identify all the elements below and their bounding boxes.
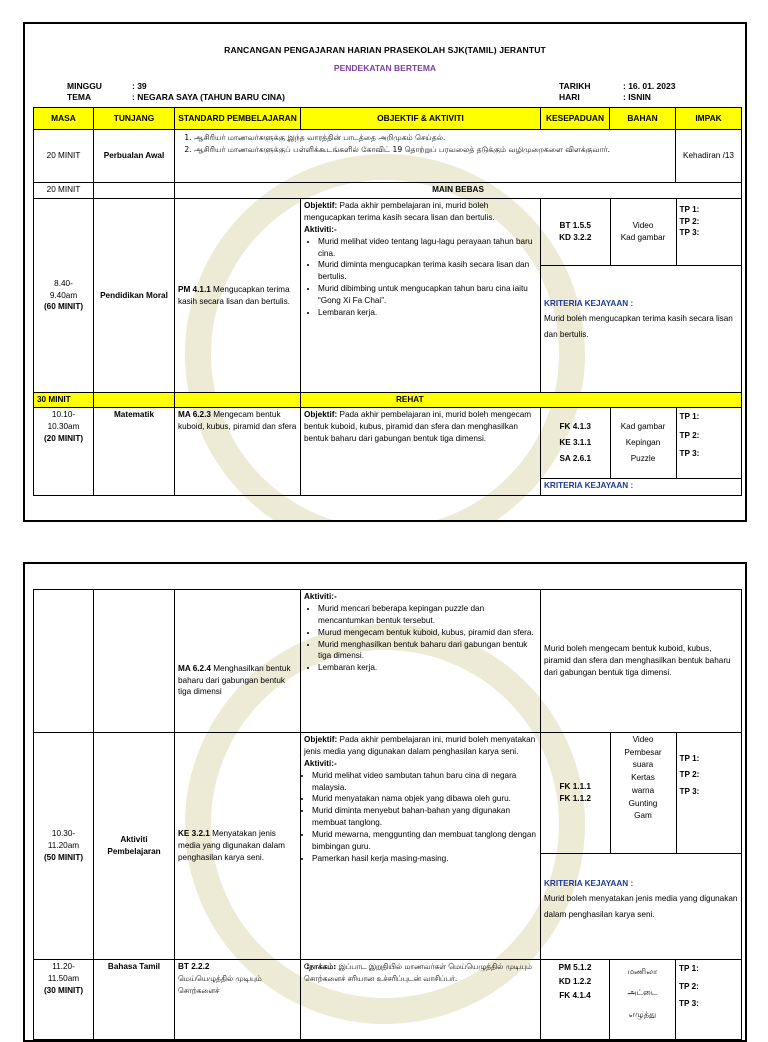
objektif-label: நோக்கம்: [304,962,337,971]
document-title: RANCANGAN PENGAJARAN HARIAN PRASEKOLAH SJK(TAMIL) JERANTUT [224,45,546,55]
bahan-item: அட்டை [627,987,658,998]
kesepaduan-code: BT 1.5.5 [559,220,591,230]
standard-cell [175,393,301,408]
tp-level: TP 2: [679,216,700,226]
tp-level: TP 3: [679,448,700,458]
kesepaduan-code: KD 3.2.2 [559,232,592,242]
standard-cell [175,199,301,393]
list-item: 1. ஆசிரியர் மாணவர்களுக்கு இந்த வாரத்தின் பாடத்தை அறிமுகம் செய்தல். [194,132,672,143]
activity-cell: MAIN BEBAS [175,183,742,199]
masa-start: 11.20- [52,962,75,971]
table-row-main-bebas [34,183,742,199]
sp-code: MA 6.2.4 [178,663,211,673]
masa-cell [34,408,94,496]
sp-text: மெய்யெழுத்தில் முடியும் சொற்களைச் [178,973,262,995]
table-row-matematik [34,408,742,496]
bahan-item: Puzzle [630,453,656,463]
list-item: • Lembaran kerja. [318,662,537,674]
bahan-item: மணிலா [627,966,658,976]
bahan-item: Pembesar [624,747,662,757]
tp-level: TP 2: [679,981,699,991]
kesepaduan-bahan-impak-cell [541,408,742,496]
kriteria-label: KRITERIA KEJAYAAN : [544,480,634,490]
objektif-cell [301,590,541,733]
kriteria-cell: Murid boleh mengecam bentuk kuboid, kubus, piramid dan sfera dan menghasilkan bentuk baharu dari gabungan bentuk tiga dimensi. [541,590,742,733]
masa-end: 11.20am [47,841,80,851]
tp-level: TP 1: [679,754,700,763]
table-header-row [34,108,742,130]
masa-duration: (20 MINIT) [43,433,84,443]
tp-level: TP 1: [679,964,699,973]
tp-level: TP 3: [679,786,700,796]
sp-code: BT 2.2.2 [178,962,210,971]
impak-cell [676,408,742,478]
bahan-item: warna [631,785,655,795]
aktiviti-label: Aktiviti:- [304,758,337,768]
col-header-masa: MASA [34,108,94,130]
bahan-item: Kepingan [625,437,661,447]
document-page-2 [23,562,747,1042]
objektif-text: இப்பாட இறுதியில் மாணவர்கள் மெய்யெழுத்தில் முடியும் சொற்களைச் சரியான உச்சரிப்புடன் வாசிப்பர். [304,962,532,983]
objektif-text: Pada akhir pembelajaran ini, murid boleh mengecam bentuk kuboid, kubus, piramid dan sfera dan menghasilkan bentuk baharu dari gabungan bentuk tiga dimensi. [304,410,532,443]
tunjang-cell: Perbualan Awal [94,130,175,183]
tp-level: TP 3: [679,228,700,238]
tp-level: TP 1: [679,205,700,214]
bahan-item: Video [632,220,654,230]
kriteria-text: Murid boleh mengucapkan terima kasih secara lisan dan bertulis. [544,314,733,339]
document-page-1 [23,22,747,522]
kriteria-cell [541,265,742,346]
kesepaduan-cell [541,733,610,853]
sp-code: KE 3.2.1 [178,829,210,839]
list-item: • Murid melihat video tentang lagu-lagu perayaan tahun baru cina. [318,236,537,260]
sp-code: MA 6.2.3 [178,410,211,419]
kriteria-cell [541,853,742,928]
kesepaduan-code: KD 1.2.2 [558,976,592,986]
list-item: • Murud mengecam bentuk kuboid, kubus, piramid dan sfera. [318,627,537,639]
kesepaduan-cell [541,199,610,265]
masa-cell [34,199,94,393]
tema-label: TEMA [67,92,92,102]
bahan-item: Kertas [631,773,655,783]
tunjang-cell [94,393,175,408]
kriteria-label: KRITERIA KEJAYAAN : [544,878,634,888]
kesepaduan-bahan-impak-cell [541,199,742,393]
list-item: • Lembaran kerja. [318,307,537,319]
table-row-rehat [34,393,742,408]
masa-cell: 20 MINIT [34,130,94,183]
list-item: • Murid dibimbing untuk mengucapkan tahun baru cina iaitu “Gong Xi Fa Chai”. [318,283,537,307]
list-item: • Murid diminta menyebut bahan-bahan yang digunakan membuat tanglong. [312,805,537,829]
kriteria-label: KRITERIA KEJAYAAN : [544,298,634,308]
sp-text: Menghasilkan bentuk baharu dari gabungan bentuk tiga dimensi [178,663,291,697]
bahan-item: Gunting [628,798,658,808]
list-item: 2. ஆசிரியர் மாணவர்களுக்குப் பள்ளிக்கூடங்களில் கோவிட் 19 தொற்றுப் பரவலைத் தடுக்கும் வழிமுறைகளை விளக்குவார். [194,144,672,155]
kesepaduan-cell [541,408,610,478]
masa-cell [34,960,94,1040]
tp-level: TP 2: [679,770,700,780]
tp-level: TP 3: [679,999,699,1009]
tema-value: : NEGARA SAYA (TAHUN BARU CINA) [132,92,286,102]
objektif-cell [301,408,541,496]
objektif-cell [301,733,541,960]
tp-level: TP 1: [679,412,700,421]
hari-label: HARI [559,92,580,102]
masa-end: 9.40am [49,290,78,300]
tunjang-cell [94,183,175,199]
sub-table [541,199,742,346]
minggu-value: : 39 [132,81,147,91]
impak-cell [676,733,742,853]
objektif-cell [301,960,541,1040]
tarikh-label: TARIKH [559,81,591,91]
standard-cell [175,733,301,960]
lesson-plan-table-continued [33,589,742,1040]
kesepaduan-cell [541,960,610,1040]
standard-cell [175,590,301,733]
tunjang-cell: Aktiviti Pembelajaran [94,733,175,960]
objektif-label: Objektif: [304,735,338,744]
tunjang-cell [94,590,175,733]
masa-start: 8.40- [54,278,73,288]
masa-cell: 30 MINIT [34,393,94,408]
kesepaduan-code: PM 5.1.2 [558,963,592,972]
hari-value: : ISNIN [623,92,651,102]
activity-cell [175,130,676,183]
minggu-label: MINGGU [67,81,102,91]
impak-cell: Kehadiran /13 [676,130,742,183]
col-header-objektif: OBJEKTIF & AKTIVITI [301,108,541,130]
kesepaduan-bahan-impak-cell [541,733,742,960]
masa-duration: (30 MINIT) [43,985,84,995]
bahan-cell [610,408,676,478]
list-item: • Murid mencari beberapa kepingan puzzle dan mencantumkan bentuk tersebut. [318,603,537,627]
impak-cell [676,960,742,1040]
kesepaduan-code: FK 4.1.4 [559,990,591,1000]
masa-duration: (50 MINIT) [43,852,84,862]
kesepaduan-code: SA 2.6.1 [559,453,592,463]
sp-text: Mengecam bentuk kuboid, kubus, piramid dan sfera [178,410,297,431]
masa-end: 10.30am [47,421,80,431]
bahan-cell [610,199,676,265]
masa-start: 10.10- [51,410,76,419]
col-header-impak: IMPAK [676,108,742,130]
table-row-pendidikan-moral [34,199,742,393]
objektif-label: Objektif: [304,201,338,210]
kesepaduan-code: FK 4.1.3 [559,422,591,432]
sp-text: Menyatakan jenis media yang digunakan dalam penghasilan karya seni. [178,829,285,862]
objektif-cell [301,199,541,393]
col-header-bahan: BAHAN [610,108,676,130]
bahan-item: Kad gambar [620,422,666,432]
kriteria-cell [541,478,742,492]
bahan-item: Kad gambar [620,232,666,242]
col-header-tunjang: TUNJANG [94,108,175,130]
tunjang-cell: Pendidikan Moral [94,199,175,393]
col-header-kesepaduan: KESEPADUAN [541,108,610,130]
bahan-item: எழுத்து [628,1008,657,1019]
tunjang-cell: Matematik [94,408,175,496]
list-item: • Murid melihat video sambutan tahun baru cina di negara malaysia. [312,770,537,794]
col-header-standard: STANDARD PEMBELAJARAN [175,108,301,130]
standard-cell [175,408,301,496]
objektif-text: Pada akhir pembelajaran ini, murid boleh menyatakan jenis media yang digunakan dalam penghasilan karya seni. [304,735,536,756]
masa-cell: 20 MINIT [34,183,94,199]
sp-code: PM 4.1.1 [178,284,211,294]
list-item: • Murid mewarna, menggunting dan membuat tanglong dengan bimbingan guru. [312,829,537,853]
objektif-label: Objektif: [304,410,338,419]
list-item: • Murid diminta mengucapkan terima kasih secara lisan dan bertulis. [318,259,537,283]
masa-end: 11.50am [47,973,80,983]
masa-cell [34,733,94,960]
impak-cell [676,199,742,265]
aktiviti-label: Aktiviti:- [304,592,337,601]
masa-cell [34,590,94,733]
list-item: • Murid menyatakan nama objek yang dibawa oleh guru. [312,793,537,805]
list-item: • Pamerkan hasil kerja masing-masing. [312,853,537,865]
sp-text: Mengucapkan terima kasih secara lisan dan bertulis. [178,284,290,306]
objektif-text: Pada akhir pembelajaran ini, murid boleh mengucapkan terima kasih secara lisan dan bertulis. [304,201,495,222]
table-row-matematik-continued [34,590,742,733]
bahan-item: Gam [634,811,652,821]
bahan-cell [610,733,676,853]
bahan-item: suara [632,760,654,770]
masa-duration: (60 MINIT) [43,302,84,312]
kesepaduan-code: FK 1.1.1 [559,781,591,791]
sub-table [541,408,742,492]
document-subtitle: PENDEKATAN BERTEMA [333,63,437,73]
bahan-cell [610,960,676,1040]
standard-cell [175,960,301,1040]
rehat-cell: REHAT [301,393,742,408]
table-row-aktiviti-pembelajaran [34,733,742,960]
masa-start: 10.30- [51,829,76,839]
kesepaduan-code: KE 3.1.1 [559,437,592,447]
lesson-plan-table [33,107,742,496]
table-row-perbualan-awal [34,130,742,183]
table-row-bahasa-tamil [34,960,742,1040]
tunjang-cell: Bahasa Tamil [94,960,175,1040]
kesepaduan-code: FK 1.1.2 [559,793,591,803]
bahan-item: Video [632,735,654,744]
tarikh-value: : 16. 01. 2023 [623,81,676,91]
aktiviti-label: Aktiviti:- [304,224,337,234]
list-item: • Murid menghasilkan bentuk baharu dari gabungan bentuk tiga dimensi. [318,639,537,663]
kriteria-text: Murid boleh menyatakan jenis media yang digunakan dalam penghasilan karya seni. [544,894,738,919]
tp-level: TP 2: [679,430,700,440]
sub-table [541,733,742,928]
